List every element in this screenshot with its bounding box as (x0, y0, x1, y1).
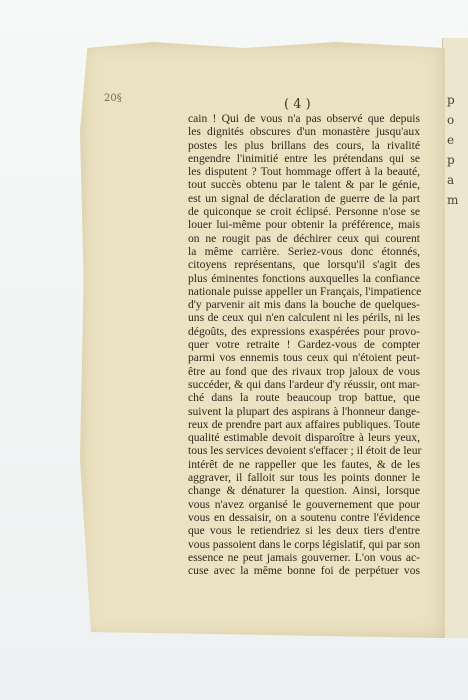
text-line: quer votre retraite ! Gardez-vous de compter (188, 338, 420, 352)
text-line: la même carrière. Seriez-vous donc étonnés, (188, 244, 420, 258)
next-page-text-fragment: p o e p a m (447, 93, 459, 207)
text-line: reux de prendre part aux affaires publiques. Toute (188, 417, 420, 431)
text-line: les disputent ? Tout hommage offert à la beauté, (188, 165, 420, 179)
text-line: intérêt de ne rappeller que les fautes, & de les (188, 457, 420, 471)
text-line: engendre l'inimitié entre les prétendans qui se (188, 151, 420, 165)
text-line: tous les services devoient s'effacer ; il étoit de leur (188, 444, 422, 458)
text-line: suivent la plupart des aspirans à l'honneur dange- (188, 404, 420, 418)
text-line: change & dénaturer la question. Ainsi, lorsque (188, 484, 420, 498)
text-line: ché dans la route beaucoup trop battue, que (188, 391, 420, 405)
text-line: on ne rougit pas de déchirer ceux qui courent (188, 231, 420, 245)
text-line: louer lui-même pour obtenir la préférence, mais (188, 218, 420, 232)
text-line: de quiconque se croit éclipsé. Personne n'ose se (188, 205, 420, 219)
handwritten-page-note: 20§ (104, 93, 122, 104)
text-line: être au fond que des rivaux trop jaloux de vous (188, 364, 420, 378)
text-line: postes les plus brillans des cours, la rivalité (188, 138, 420, 152)
next-page-edge (442, 38, 468, 638)
text-line: succéder, & qui dans l'ardeur d'y réussir, ont mar- (188, 377, 420, 391)
text-line: essence ne peut jamais gouverner. L'on vous ac- (188, 550, 420, 564)
text-line: vous n'avez organisé le gouvernement que pour (188, 497, 420, 511)
text-line: d'y parvenir ait mis dans la bouche de quelques- (188, 298, 420, 312)
text-line: aggraver, il falloit sur tous les points donner le (188, 471, 420, 485)
text-line: vous passoient dans le corps législatif, qui par son (188, 537, 421, 551)
text-line: tout succès obtenu par le talent & par le génie, (188, 178, 420, 192)
page-body-text (188, 112, 420, 577)
text-line: uns de ceux qui n'en calculent ni les périls, ni les (188, 311, 420, 325)
text-line: qualité estimable devoit disparoître à leurs yeux, (188, 431, 420, 445)
text-line: dégoûts, des expressions exaspérées pour provo- (188, 324, 420, 338)
text-line: nationale puisse appeller un Français, l'impatience (188, 284, 422, 298)
text-line: les dignités obscures d'un monastère jusqu'aux (188, 125, 420, 139)
text-line: vous en dessaisir, on a soutenu contre l'évidence (188, 510, 420, 524)
page-header: ( 4 ) (284, 97, 311, 112)
text-line: que vous le retiendriez si les deux tiers d'entre (188, 524, 420, 538)
text-line: cuse avec la même bonne foi de perpétuer vos (188, 564, 420, 578)
text-line: plus éminentes fonctions auxquelles la confiance (188, 271, 420, 285)
text-line: parmi vos ennemis tous ceux qui n'étoient peut- (188, 351, 420, 365)
text-line: cain ! Qui de vous n'a pas observé que depuis (188, 112, 420, 125)
text-line: citoyens représentans, que lorsqu'il s'agit des (188, 258, 420, 272)
text-line: est un signal de déclaration de guerre de la part (188, 191, 420, 205)
